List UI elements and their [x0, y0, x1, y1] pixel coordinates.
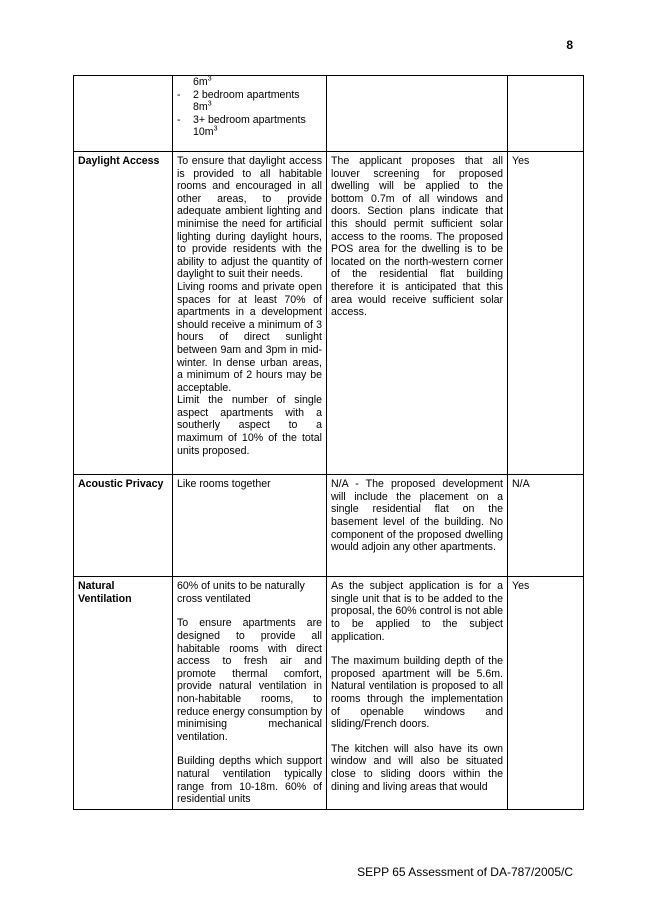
unit-size-value: $8m^3$ — [193, 100, 212, 114]
compliance-cell — [508, 76, 584, 152]
comment-cell — [327, 577, 508, 810]
list-item: - 2 bedroom apartments — [177, 88, 300, 101]
row-label-cell — [74, 76, 173, 152]
unit-size-value: $10m^3$ — [193, 125, 218, 139]
control-text: Living rooms and private open spaces for at least 70% of apartments in a development should receive a minimum of 3 hours of direct sunlight between 9am and 3pm in mid-winter. In dense urban areas, a minimum of 2 hours may be acceptable. — [177, 280, 322, 394]
row-label: Natural Ventilation — [74, 577, 173, 810]
page-number: 8 — [566, 38, 573, 52]
assessment-table — [73, 75, 584, 810]
compliance-value: N/A — [508, 475, 584, 577]
footer-reference: SEPP 65 Assessment of DA-787/2005/C — [357, 865, 573, 879]
comment-text: The applicant proposes that all louver screening for proposed dwelling will be applied to the bottom 0.7m of all windows and doors. Section plans indicate that this should permit sufficient solar access to the rooms. The proposed POS area for the dwelling is to be located on the north-western corner of the residential flat building therefore it is anticipated that this area would receive sufficient solar access. — [331, 155, 503, 319]
table-row — [74, 152, 584, 475]
compliance-value: Yes — [508, 577, 584, 810]
compliance-value: Yes — [508, 152, 584, 475]
control-cell — [173, 76, 327, 152]
table-row — [74, 475, 584, 577]
control-text: Like rooms together — [173, 475, 327, 577]
comment-cell — [327, 76, 508, 152]
control-text: To ensure apartments are designed to provide all habitable rooms with direct access to fresh air and promote thermal comfort, provide natural ventilation in non-habitable rooms, to reduce energy consumption by minimising mechanical ventilation. — [177, 617, 322, 743]
comment-text: N/A - The proposed development will include the placement on a single residential flat on the basement level of the building. No component of the proposed dwelling would adjoin any other apartments. — [331, 478, 503, 554]
control-text: 60% of units to be naturally cross ventilated — [177, 580, 305, 605]
table-row — [74, 577, 584, 810]
control-cell — [173, 577, 327, 810]
unit-size-value: $6m^3$ — [193, 75, 212, 88]
control-text: To ensure that daylight access is provided to all habitable rooms and encouraged in all other areas, to provide adequate ambient lighting and minimise the need for artificial lighting during daylight hours, to provide residents with the ability to adjust the quantity of daylight to suit their needs. — [177, 155, 322, 281]
comment-text: The kitchen will also have its own window and will also be situated close to sliding doors within the dining and living areas that would — [331, 742, 503, 793]
comment-text: As the subject application is for a single unit that is to be added to the proposal, the 60% control is not able to be applied to the subject application. — [331, 580, 503, 643]
control-text: Building depths which support natural ventilation typically range from 10-18m. 60% of residential units — [177, 755, 322, 806]
row-label: Acoustic Privacy — [74, 475, 173, 577]
comment-cell — [327, 152, 508, 475]
control-text: Limit the number of single aspect apartments with a southerly aspect to a maximum of 10% of the total units proposed. — [177, 394, 322, 457]
list-item: - 3+ bedroom apartments — [177, 113, 306, 126]
comment-text: The maximum building depth of the proposed apartment will be 5.6m. Natural ventilation is proposed to all rooms through the implementation of openable windows and sliding/French doors. — [331, 655, 503, 731]
control-cell — [173, 152, 327, 475]
table-row — [74, 76, 584, 152]
comment-cell — [327, 475, 508, 577]
row-label: Daylight Access — [74, 152, 173, 475]
